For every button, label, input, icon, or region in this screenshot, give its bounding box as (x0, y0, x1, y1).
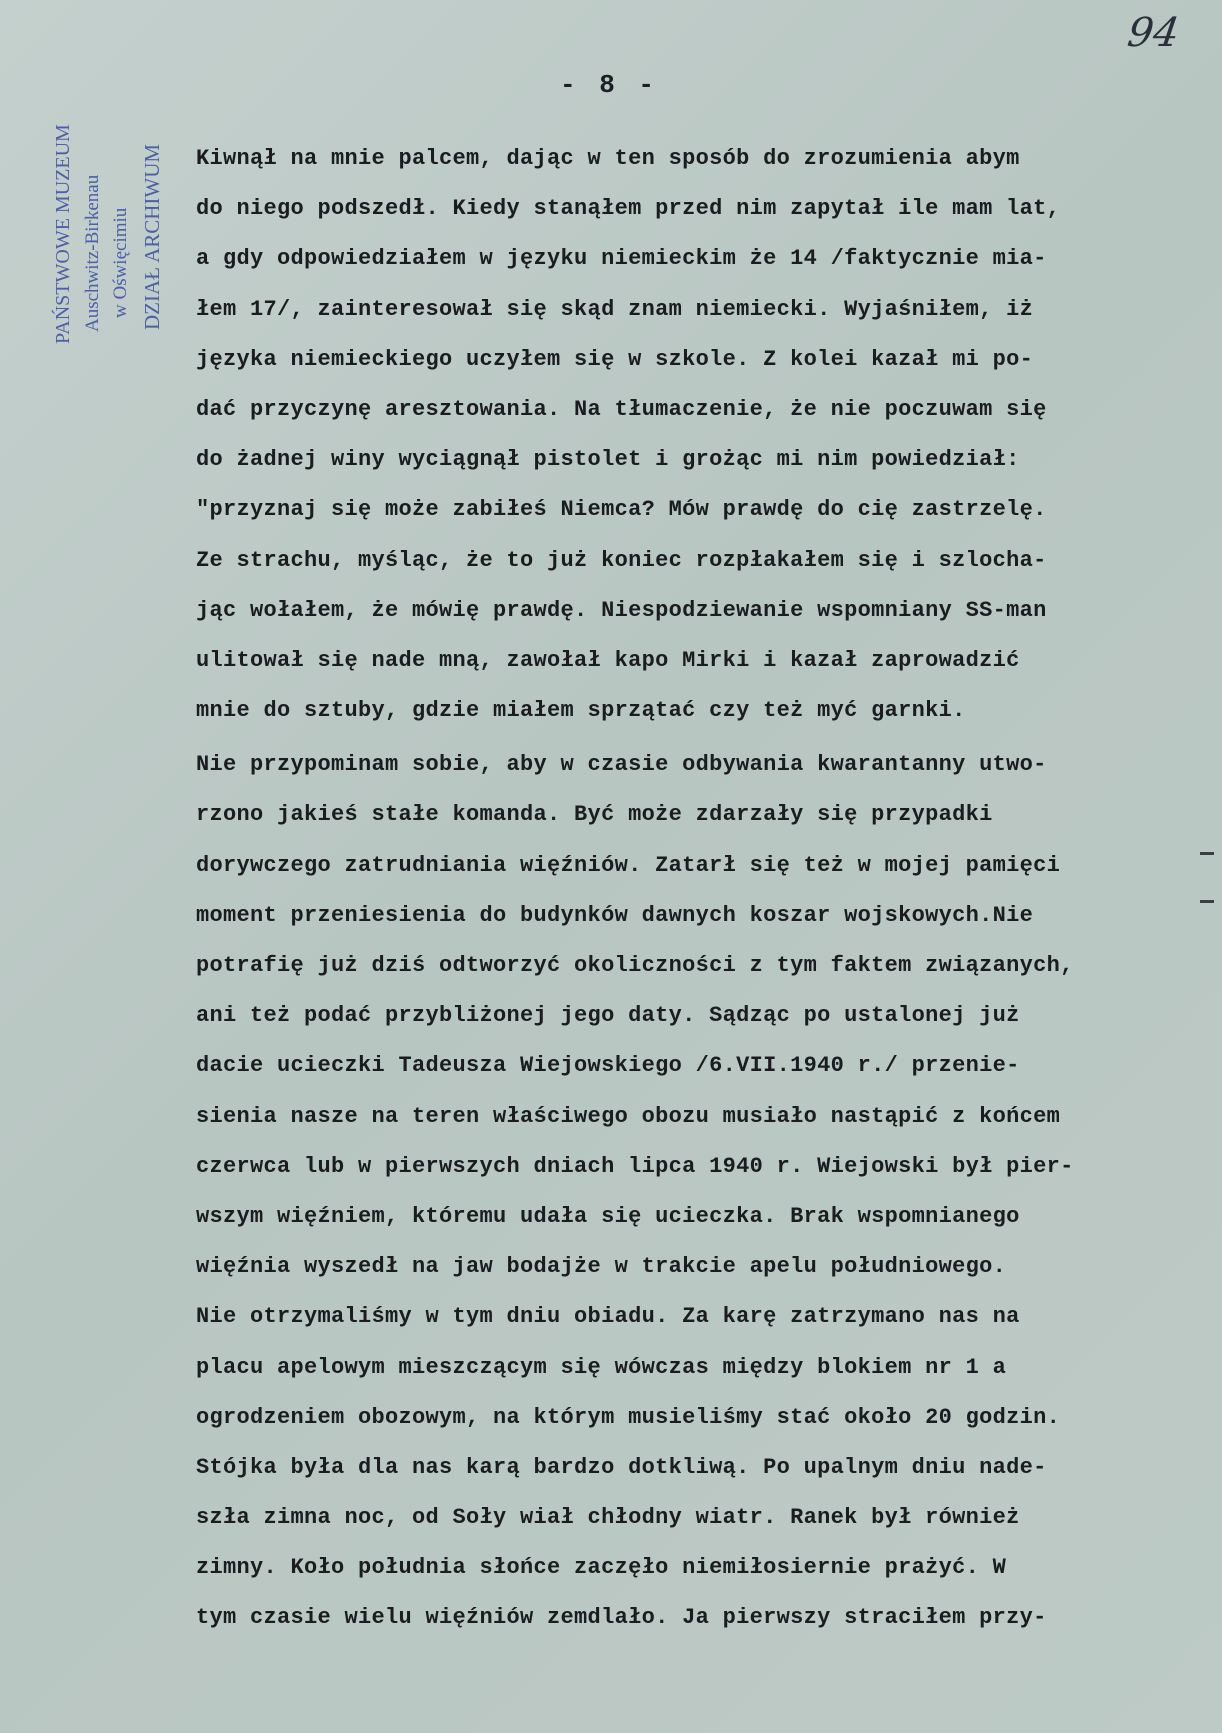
text-line: dać przyczynę aresztowania. Na tłumaczenie, że nie poczuwam się (196, 396, 1047, 422)
text-line: tym czasie wielu więźniów zemdlało. Ja pierwszy straciłem przy- (196, 1605, 1047, 1631)
text-line: Stójka była dla nas karą bardzo dotkliwą. Po upalnym dniu nade- (196, 1454, 1047, 1480)
text-line: ani też podać przybliżonej jego daty. Sądząc po ustalonej już (196, 1003, 1020, 1029)
text-line: potrafię już dziś odtworzyć okoliczności z tym faktem związanych, (196, 953, 1074, 978)
text-line: Ze strachu, myśląc, że to już koniec rozpłakałem się i szlocha- (196, 547, 1047, 573)
text-line: ogrodzeniem obozowym, na którym musieliśmy stać około 20 godzin. (196, 1404, 1061, 1430)
stamp-line: w Oświęcimiu (110, 207, 131, 318)
margin-mark (1200, 900, 1214, 903)
stamp-line: PAŃSTWOWE MUZEUM (52, 124, 74, 344)
text-line: ulitował się nade mną, zawołał kapo Mirki i kazał zaprowadzić (196, 647, 1020, 673)
text-line: Kiwnął na mnie palcem, dając w ten sposób do zrozumienia abym (196, 146, 1020, 171)
text-line: a gdy odpowiedziałem w języku niemieckim że 14 /faktycznie mia- (196, 246, 1047, 272)
text-line: rzono jakieś stałe komanda. Być może zdarzały się przypadki (196, 802, 993, 828)
typewritten-body (196, 134, 1186, 1644)
text-line: dacie ucieczki Tadeusza Wiejowskiego /6.VII.1940 r./ przenie- (196, 1053, 1020, 1079)
text-line: łem 17/, zainteresował się skąd znam niemiecki. Wyjaśniłem, iż (196, 296, 1034, 322)
paragraph (196, 740, 1186, 1643)
text-line: sienia nasze na teren właściwego obozu musiało nastąpić z końcem (196, 1103, 1061, 1129)
text-line: Nie przypominam sobie, aby w czasie odbywania kwarantanny utwo- (196, 752, 1047, 778)
stamp-line: DZIAŁ ARCHIWUM (140, 143, 164, 330)
text-line: jąc wołałem, że mówię prawdę. Niespodziewanie wspomniany SS-man (196, 597, 1047, 623)
paragraph (196, 134, 1186, 736)
text-line: Nie otrzymaliśmy w tym dniu obiadu. Za karę zatrzymano nas na (196, 1304, 1020, 1330)
margin-mark (1200, 852, 1214, 855)
text-line: więźnia wyszedł na jaw bodajże w trakcie apelu południowego. (196, 1254, 1007, 1280)
text-line: placu apelowym mieszczącym się wówczas między blokiem nr 1 a (196, 1354, 1007, 1380)
text-line: zimny. Koło południa słońce zaczęło niemiłosiernie prażyć. W (196, 1555, 1007, 1581)
archive-stamp (42, 82, 162, 352)
text-line: szła zimna noc, od Soły wiał chłodny wiatr. Ranek był również (196, 1505, 1020, 1531)
text-line: wszym więźniem, któremu udała się ucieczka. Brak wspomnianego (196, 1203, 1020, 1229)
text-line: dorywczego zatrudniania więźniów. Zatarł się też w mojej pamięci (196, 852, 1061, 878)
text-line: moment przeniesienia do budynków dawnych koszar wojskowych.Nie (196, 902, 1034, 928)
text-line: do niego podszedł. Kiedy stanąłem przed nim zapytał ile mam lat, (196, 196, 1061, 222)
handwritten-page-number: 94 (1124, 10, 1183, 56)
text-line: czerwca lub w pierwszych dniach lipca 1940 r. Wiejowski był pier- (196, 1153, 1074, 1179)
text-line: języka niemieckiego uczyłem się w szkole. Z kolei kazał mi po- (196, 346, 1034, 372)
page-number: - 8 - (560, 70, 659, 100)
stamp-line: Auschwitz-Birkenau (82, 174, 103, 332)
text-line: mnie do sztuby, gdzie miałem sprzątać czy też myć garnki. (196, 698, 966, 724)
text-line: do żadnej winy wyciągnął pistolet i grożąc mi nim powiedział: (196, 447, 1020, 473)
text-line: "przyznaj się może zabiłeś Niemca? Mów prawdę do cię zastrzelę. (196, 497, 1047, 523)
